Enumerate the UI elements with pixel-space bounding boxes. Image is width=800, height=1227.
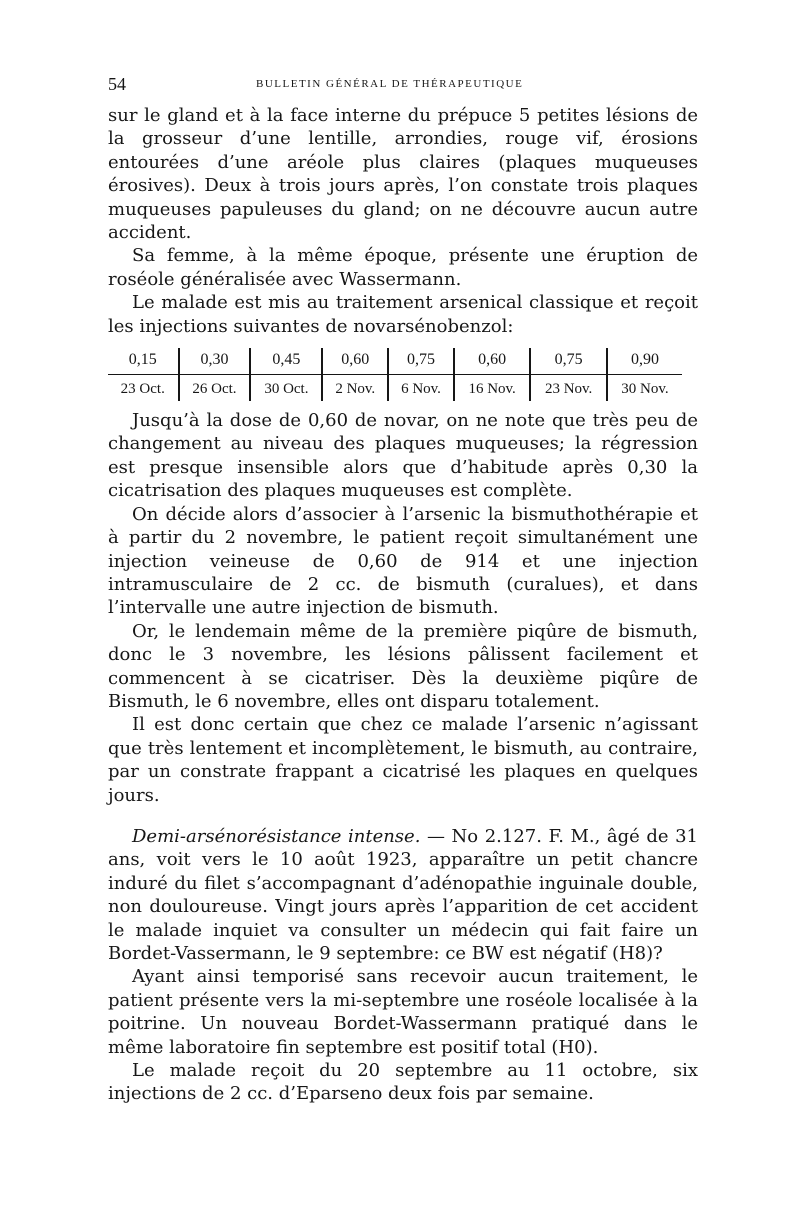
paragraph: sur le gland et à la face interne du prépuce 5 petites lésions de la grosseur d’une lentille, arrondies, rouge vif, érosions entourées d’une aréole plus claires (plaques muqueuses érosives). Deux à trois jours après, l’on constate trois plaques muqueuses papuleuses du gland; on ne découvre aucun autre accident. — [108, 105, 698, 244]
dose-cell: 0,90 — [607, 348, 682, 375]
dose-cell: 0,60 — [454, 348, 531, 375]
dose-row — [108, 348, 682, 375]
date-cell: 30 Oct. — [250, 375, 322, 402]
dose-cell: 0,30 — [179, 348, 251, 375]
dose-cell: 0,75 — [388, 348, 454, 375]
paragraph: On décide alors d’associer à l’arsenic la bismuthothérapie et à partir du 2 novembre, le patient reçoit simultanément une injection veineuse de 0,60 de 914 et une injection intramusculaire de 2 cc. de bismuth (curalues), et dans l’intervalle une autre injection de bismuth. — [108, 503, 698, 619]
case-heading: Demi-arsénorésistance intense. — [132, 825, 421, 847]
dose-cell: 0,60 — [322, 348, 388, 375]
dose-cell: 0,45 — [250, 348, 322, 375]
dose-cell: 0,75 — [530, 348, 607, 375]
journal-title: BULLETIN GÉNÉRAL DE THÉRAPEUTIQUE — [256, 78, 524, 90]
page-number: 54 — [108, 74, 126, 94]
paragraph: Sa femme, à la même époque, présente une éruption de roséole généralisée avec Wassermann. — [108, 245, 698, 290]
paragraph: Ayant ainsi temporisé sans recevoir aucun traitement, le patient présente vers la mi-septembre une roséole localisée à la poitrine. Un nouveau Bordet-Wassermann pratiqué dans le même laboratoire fin septembre est positif total (H0). — [108, 966, 698, 1058]
date-row — [108, 375, 682, 402]
paragraph: Or, le lendemain même de la première piqûre de bismuth, donc le 3 novembre, les lésions pâlissent facilement et commencent à se cicatriser. Dès la deuxième piqûre de Bismuth, le 6 novembre, elles ont disparu totalement. — [108, 620, 698, 712]
paragraph: Le malade reçoit du 20 septembre au 11 octobre, six injections de 2 cc. d’Eparseno deux fois par semaine. — [108, 1060, 698, 1105]
paragraph: Il est donc certain que chez ce malade l’arsenic n’agissant que très lentement et incomplètement, le bismuth, au contraire, par un constrate frappant a cicatrisé les plaques en quelques jours. — [108, 714, 698, 806]
running-head — [108, 62, 698, 92]
date-cell: 2 Nov. — [322, 375, 388, 402]
dose-cell: 0,15 — [108, 348, 179, 375]
date-cell: 6 Nov. — [388, 375, 454, 402]
date-cell: 26 Oct. — [179, 375, 251, 402]
case-text: — No 2.127. F. M., âgé de 31 ans, voit vers le 10 août 1923, apparaître un petit chancre induré du filet s’accompagnant d’adénopathie inguinale double, non douloureuse. Vingt jours après l’apparition de cet accident le malade inquiet va consulter un médecin qui fait faire un Bordet-Vassermann, le 9 septembre: ce BW est négatif (H8)? — [108, 825, 698, 964]
date-cell: 16 Nov. — [454, 375, 531, 402]
date-cell: 23 Oct. — [120, 381, 165, 398]
paragraph: Le malade est mis au traitement arsenical classique et reçoit les injections suivantes de novarsénobenzol: — [108, 292, 698, 337]
injection-table — [108, 348, 682, 401]
section-gap — [108, 807, 698, 825]
case-paragraph — [108, 825, 698, 965]
paragraph: Jusqu’à la dose de 0,60 de novar, on ne note que très peu de changement au niveau des plaques muqueuses; la régression est presque insensible alors que d’habitude après 0,30 la cicatrisation des plaques muqueuses est complète. — [108, 410, 698, 502]
date-cell: 30 Nov. — [607, 375, 682, 402]
page — [108, 62, 698, 1106]
date-cell: 23 Nov. — [530, 375, 607, 402]
